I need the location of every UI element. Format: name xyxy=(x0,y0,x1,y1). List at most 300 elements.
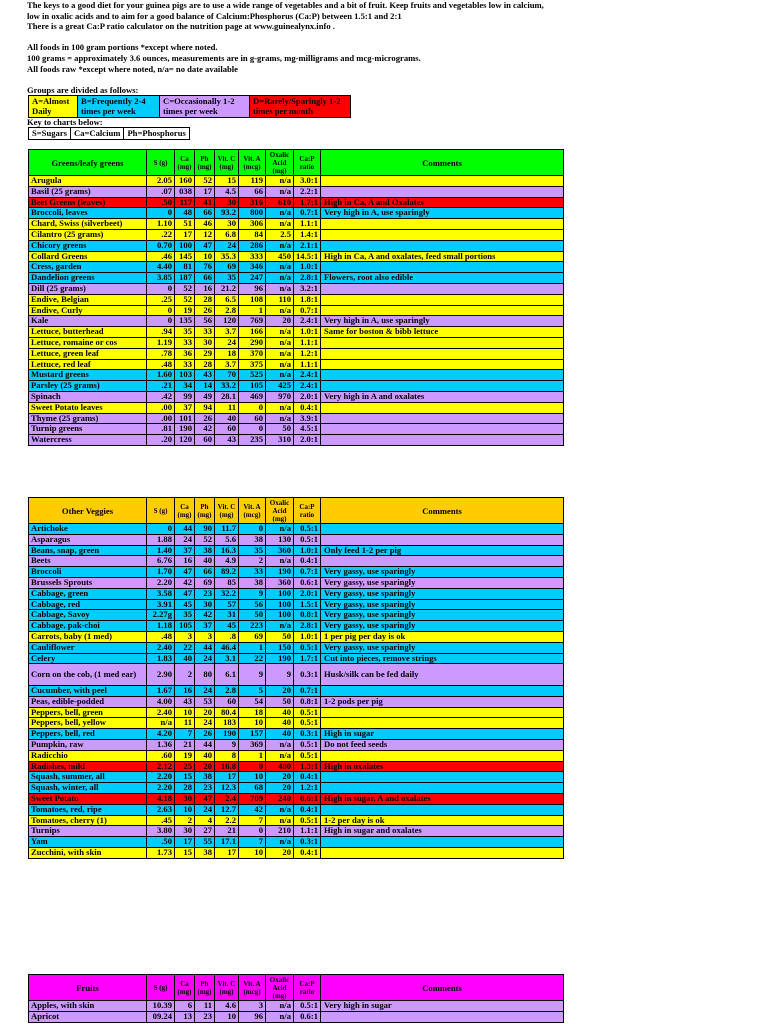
column-header: Ca:P ratio xyxy=(294,975,321,1001)
food-name: Yam xyxy=(29,837,147,848)
value-cell: 9 xyxy=(266,664,294,686)
value-cell: 306 xyxy=(239,219,266,230)
value-cell: 23 xyxy=(195,588,215,599)
food-name: Basil (25 grams) xyxy=(29,186,147,197)
value-cell: 0.8:1 xyxy=(294,696,321,707)
value-cell: 1.2:1 xyxy=(294,348,321,359)
table-row xyxy=(29,294,564,305)
value-cell: 47 xyxy=(195,793,215,804)
value-cell: 525 xyxy=(239,370,266,381)
table-row xyxy=(29,413,564,424)
value-cell: 52 xyxy=(195,534,215,545)
food-name: Radishes, mild xyxy=(29,761,147,772)
table-title: Other Veggies xyxy=(29,498,147,524)
value-cell: n/a xyxy=(266,273,294,284)
food-name: Cauliflower xyxy=(29,642,147,653)
table-row xyxy=(29,545,564,556)
value-cell: 223 xyxy=(239,621,266,632)
value-cell: 60 xyxy=(215,424,239,435)
greens-table xyxy=(28,149,564,446)
value-cell: 1 xyxy=(239,642,266,653)
value-cell: 17 xyxy=(175,837,195,848)
legend-item: B=Frequently 2-4 times per week xyxy=(78,96,160,117)
value-cell: 20 xyxy=(266,847,294,858)
value-cell: 1.1:1 xyxy=(294,337,321,348)
value-cell: 187 xyxy=(175,273,195,284)
comment-cell: Very gassy, use sparingly xyxy=(321,621,564,632)
value-cell: 2.4:1 xyxy=(294,370,321,381)
food-name: Carrots, baby (1 med) xyxy=(29,631,147,642)
comment-cell xyxy=(321,424,564,435)
value-cell: 4.5:1 xyxy=(294,424,321,435)
column-header: Vit. A (mcg) xyxy=(239,975,266,1001)
value-cell: 4.6 xyxy=(215,1001,239,1012)
value-cell: .21 xyxy=(147,381,175,392)
value-cell: 333 xyxy=(239,251,266,262)
table-row xyxy=(29,251,564,262)
value-cell: 18 xyxy=(215,348,239,359)
legend-item: C=Occasionally 1-2 times per week xyxy=(160,96,250,117)
value-cell: 0.4:1 xyxy=(294,847,321,858)
value-cell: 450 xyxy=(266,251,294,262)
value-cell: 19 xyxy=(175,305,195,316)
value-cell: 1.7:1 xyxy=(294,653,321,664)
value-cell: 101 xyxy=(175,413,195,424)
value-cell: 0 xyxy=(147,305,175,316)
value-cell: 0.5:1 xyxy=(294,642,321,653)
value-cell: n/a xyxy=(266,1001,294,1012)
food-name: Turnips xyxy=(29,826,147,837)
table-row xyxy=(29,837,564,848)
value-cell: 11.7 xyxy=(215,524,239,535)
value-cell: 480 xyxy=(266,761,294,772)
value-cell: 2.40 xyxy=(147,707,175,718)
food-name: Peppers, bell, yellow xyxy=(29,718,147,729)
value-cell: 33 xyxy=(239,567,266,578)
comment-cell xyxy=(321,186,564,197)
value-cell: 23 xyxy=(195,1011,215,1022)
table-row xyxy=(29,707,564,718)
value-cell: 45 xyxy=(175,599,195,610)
food-name: Cilantro (25 grams) xyxy=(29,229,147,240)
value-cell: 47 xyxy=(195,240,215,251)
food-name: Dandelion greens xyxy=(29,273,147,284)
value-cell: 190 xyxy=(175,424,195,435)
comment-cell xyxy=(321,413,564,424)
value-cell: 4 xyxy=(195,815,215,826)
value-cell: 0.7:1 xyxy=(294,685,321,696)
value-cell: 24 xyxy=(215,337,239,348)
value-cell: 20 xyxy=(266,772,294,783)
value-cell: 0 xyxy=(239,826,266,837)
intro-text xyxy=(27,0,767,95)
value-cell: 50 xyxy=(266,424,294,435)
value-cell: n/a xyxy=(266,402,294,413)
legend-item: A=Almost Daily xyxy=(29,96,78,117)
value-cell: 26 xyxy=(195,305,215,316)
food-name: Cabbage, Savoy xyxy=(29,610,147,621)
value-cell: 40 xyxy=(266,729,294,740)
table-row xyxy=(29,1011,564,1022)
table-row xyxy=(29,804,564,815)
value-cell: 0.4:1 xyxy=(294,804,321,815)
value-cell: 6.76 xyxy=(147,556,175,567)
value-cell: 38 xyxy=(239,577,266,588)
value-cell: 49 xyxy=(195,391,215,402)
table-row xyxy=(29,240,564,251)
value-cell: 43 xyxy=(175,696,195,707)
table-row xyxy=(29,739,564,750)
value-cell: 0 xyxy=(147,283,175,294)
value-cell: 30 xyxy=(195,599,215,610)
value-cell: 3 xyxy=(239,1001,266,1012)
food-name: Beet Greens (leaves) xyxy=(29,197,147,208)
value-cell: 60 xyxy=(239,413,266,424)
value-cell: 15 xyxy=(175,772,195,783)
value-cell: 15 xyxy=(215,176,239,187)
food-name: Endive, Curly xyxy=(29,305,147,316)
comment-cell xyxy=(321,534,564,545)
value-cell: 99 xyxy=(175,391,195,402)
key-item: S=Sugars xyxy=(29,128,71,139)
column-header: S (g) xyxy=(147,975,175,1001)
groups-label: Groups are divided as follows: xyxy=(27,84,139,95)
comment-cell: High in sugar and oxalates xyxy=(321,826,564,837)
value-cell: 0.5:1 xyxy=(294,739,321,750)
food-name: Mustard greens xyxy=(29,370,147,381)
value-cell: 6.8 xyxy=(215,229,239,240)
value-cell: 10 xyxy=(195,251,215,262)
value-cell: 0.6:1 xyxy=(294,1011,321,1022)
value-cell: 1.4:1 xyxy=(294,229,321,240)
key-label: Key to charts below: xyxy=(27,117,103,127)
value-cell: 360 xyxy=(266,577,294,588)
value-cell: 7 xyxy=(175,729,195,740)
food-name: Peppers, bell, green xyxy=(29,707,147,718)
table-row xyxy=(29,642,564,653)
legend-item: D=Rarely/Sparingly 1-2 times per month xyxy=(250,96,350,117)
comment-cell xyxy=(321,1011,564,1022)
value-cell: n/a xyxy=(266,348,294,359)
value-cell: 0.70 xyxy=(147,240,175,251)
value-cell: 4.40 xyxy=(147,262,175,273)
value-cell: 22 xyxy=(239,653,266,664)
value-cell: 31 xyxy=(215,610,239,621)
value-cell: 0.5:1 xyxy=(294,707,321,718)
value-cell: 33 xyxy=(175,337,195,348)
food-name: Thyme (25 grams) xyxy=(29,413,147,424)
value-cell: 360 xyxy=(266,545,294,556)
food-name: Watercress xyxy=(29,435,147,446)
table-row xyxy=(29,524,564,535)
value-cell: 346 xyxy=(239,262,266,273)
value-cell: 157 xyxy=(239,729,266,740)
value-cell: 2.0:1 xyxy=(294,588,321,599)
value-cell: 1.0:1 xyxy=(294,327,321,338)
food-name: Lettuce, green leaf xyxy=(29,348,147,359)
table-row xyxy=(29,219,564,230)
value-cell: 10 xyxy=(215,1011,239,1022)
comment-cell xyxy=(321,685,564,696)
value-cell: 2.63 xyxy=(147,804,175,815)
value-cell: .00 xyxy=(147,402,175,413)
table-row xyxy=(29,815,564,826)
value-cell: 5 xyxy=(239,685,266,696)
value-cell: 20 xyxy=(266,316,294,327)
intro-line: All foods raw *except where noted, n/a= no date available xyxy=(27,63,238,74)
value-cell: 0 xyxy=(239,761,266,772)
comment-cell xyxy=(321,359,564,370)
value-cell: 610 xyxy=(266,197,294,208)
value-cell: 47 xyxy=(175,567,195,578)
table-row xyxy=(29,186,564,197)
value-cell: 2.8 xyxy=(215,685,239,696)
value-cell: 100 xyxy=(266,610,294,621)
comment-cell xyxy=(321,402,564,413)
value-cell: 0.5:1 xyxy=(294,1001,321,1012)
value-cell: 105 xyxy=(239,381,266,392)
value-cell: .42 xyxy=(147,391,175,402)
food-name: Apples, with skin xyxy=(29,1001,147,1012)
value-cell: 90 xyxy=(195,524,215,535)
value-cell: 16.3 xyxy=(215,545,239,556)
value-cell: 35 xyxy=(239,545,266,556)
table-row xyxy=(29,391,564,402)
value-cell: 120 xyxy=(215,316,239,327)
column-header: Vit. A (mcg) xyxy=(239,498,266,524)
value-cell: 80.4 xyxy=(215,707,239,718)
value-cell: 3.7 xyxy=(215,359,239,370)
food-name: Corn on the cob, (1 med ear) xyxy=(29,664,147,686)
food-name: Brussels Sprouts xyxy=(29,577,147,588)
value-cell: 0.4:1 xyxy=(294,402,321,413)
value-cell: 20 xyxy=(195,707,215,718)
value-cell: 40 xyxy=(215,413,239,424)
value-cell: 20 xyxy=(266,783,294,794)
value-cell: 57 xyxy=(215,599,239,610)
value-cell: 12.7 xyxy=(215,804,239,815)
value-cell: 21.2 xyxy=(215,283,239,294)
value-cell: 14.5:1 xyxy=(294,251,321,262)
table-row xyxy=(29,750,564,761)
table-header-row xyxy=(29,975,564,1001)
value-cell: 28 xyxy=(195,294,215,305)
value-cell: 4.00 xyxy=(147,696,175,707)
value-cell: 96 xyxy=(239,1011,266,1022)
value-cell: 50 xyxy=(239,610,266,621)
value-cell: 17.1 xyxy=(215,837,239,848)
value-cell: 28 xyxy=(195,359,215,370)
value-cell: 2.1:1 xyxy=(294,240,321,251)
value-cell: 14 xyxy=(195,381,215,392)
value-cell: 80 xyxy=(195,664,215,686)
food-name: Beans, snap, green xyxy=(29,545,147,556)
value-cell: 51 xyxy=(175,219,195,230)
value-cell: 42 xyxy=(239,804,266,815)
value-cell: n/a xyxy=(266,750,294,761)
value-cell: 1.10 xyxy=(147,219,175,230)
value-cell: 36 xyxy=(175,348,195,359)
value-cell: 2.8:1 xyxy=(294,273,321,284)
veggies-table xyxy=(28,497,564,859)
value-cell: 2.8 xyxy=(215,305,239,316)
column-header: Oxalic Acid (mg) xyxy=(266,498,294,524)
value-cell: 100 xyxy=(266,599,294,610)
comment-cell: Cut into pieces, remove strings xyxy=(321,653,564,664)
value-cell: 18 xyxy=(239,707,266,718)
value-cell: 0.7:1 xyxy=(294,305,321,316)
value-cell: 1.0:1 xyxy=(294,631,321,642)
value-cell: 17 xyxy=(215,772,239,783)
value-cell: 119 xyxy=(239,176,266,187)
value-cell: 800 xyxy=(239,208,266,219)
value-cell: 0.5:1 xyxy=(294,718,321,729)
value-cell: 32.2 xyxy=(215,588,239,599)
table-row xyxy=(29,610,564,621)
value-cell: 24 xyxy=(195,804,215,815)
table-row xyxy=(29,1001,564,1012)
value-cell: 310 xyxy=(266,435,294,446)
value-cell: 369 xyxy=(239,739,266,750)
value-cell: 2.20 xyxy=(147,772,175,783)
value-cell: 2 xyxy=(175,815,195,826)
value-cell: 135 xyxy=(175,316,195,327)
value-cell: 1.73 xyxy=(147,847,175,858)
food-name: Lettuce, romaine or cos xyxy=(29,337,147,348)
value-cell: 69 xyxy=(215,262,239,273)
value-cell: .50 xyxy=(147,837,175,848)
value-cell: 0.6:1 xyxy=(294,793,321,804)
table-row xyxy=(29,761,564,772)
value-cell: 0.5:1 xyxy=(294,815,321,826)
value-cell: 0.5:1 xyxy=(294,750,321,761)
value-cell: 46 xyxy=(195,219,215,230)
comment-cell xyxy=(321,718,564,729)
food-name: Radicchio xyxy=(29,750,147,761)
value-cell: n/a xyxy=(266,1011,294,1022)
value-cell: 45 xyxy=(215,621,239,632)
table-row xyxy=(29,685,564,696)
value-cell: 38 xyxy=(195,847,215,858)
table-title: Greens/leafy greens xyxy=(29,150,147,176)
value-cell: .00 xyxy=(147,413,175,424)
value-cell: 11 xyxy=(215,402,239,413)
value-cell: 1.2:1 xyxy=(294,783,321,794)
value-cell: 41 xyxy=(195,197,215,208)
value-cell: 038 xyxy=(175,186,195,197)
table-row xyxy=(29,772,564,783)
value-cell: 120 xyxy=(175,435,195,446)
value-cell: 0.7:1 xyxy=(294,567,321,578)
value-cell: 60 xyxy=(195,435,215,446)
food-name: Dill (25 grams) xyxy=(29,283,147,294)
value-cell: 66 xyxy=(195,208,215,219)
value-cell: 30 xyxy=(195,337,215,348)
value-cell: 21 xyxy=(215,826,239,837)
comment-cell xyxy=(321,847,564,858)
value-cell: 44 xyxy=(195,739,215,750)
value-cell: 37 xyxy=(175,402,195,413)
food-name: Zucchini, with skin xyxy=(29,847,147,858)
value-cell: 66 xyxy=(195,273,215,284)
comment-cell xyxy=(321,305,564,316)
value-cell: 33 xyxy=(195,327,215,338)
value-cell: 1.40 xyxy=(147,545,175,556)
value-cell: 2.20 xyxy=(147,783,175,794)
food-name: Squash, winter, all xyxy=(29,783,147,794)
value-cell: 2.0:1 xyxy=(294,435,321,446)
table-row xyxy=(29,176,564,187)
food-name: Collard Greens xyxy=(29,251,147,262)
comment-cell xyxy=(321,337,564,348)
food-name: Endive, Belgian xyxy=(29,294,147,305)
value-cell: 35 xyxy=(215,273,239,284)
value-cell: 20 xyxy=(266,685,294,696)
value-cell: 68 xyxy=(239,783,266,794)
table-row xyxy=(29,621,564,632)
column-header: Oxalic Acid (mg) xyxy=(266,150,294,176)
key-item: Ph=Phosphorus xyxy=(127,128,186,138)
value-cell: n/a xyxy=(266,283,294,294)
value-cell: 21 xyxy=(175,739,195,750)
value-cell: 469 xyxy=(239,391,266,402)
value-cell: 3 xyxy=(175,631,195,642)
value-cell: 105 xyxy=(175,621,195,632)
value-cell: 100 xyxy=(266,588,294,599)
value-cell: 40 xyxy=(266,707,294,718)
comment-cell xyxy=(321,750,564,761)
food-name: Peas, edible-podded xyxy=(29,696,147,707)
column-header: Comments xyxy=(321,498,564,524)
value-cell: n/a xyxy=(266,359,294,370)
value-cell: 1.18 xyxy=(147,621,175,632)
value-cell: 22 xyxy=(175,642,195,653)
column-header: Ca (mg) xyxy=(175,498,195,524)
group-legend xyxy=(28,95,351,118)
table-row xyxy=(29,577,564,588)
value-cell: 108 xyxy=(239,294,266,305)
value-cell: 2.05 xyxy=(147,176,175,187)
comment-cell: Very gassy, use sparingly xyxy=(321,577,564,588)
value-cell: 37 xyxy=(175,545,195,556)
value-cell: 93.2 xyxy=(215,208,239,219)
value-cell: n/a xyxy=(266,556,294,567)
value-cell: 43 xyxy=(195,370,215,381)
value-cell: 2.0:1 xyxy=(294,391,321,402)
comment-cell: Very gassy, use sparingly xyxy=(321,567,564,578)
food-name: Cabbage, red xyxy=(29,599,147,610)
value-cell: 6 xyxy=(175,1001,195,1012)
column-header: S (g) xyxy=(147,498,175,524)
value-cell: 375 xyxy=(239,359,266,370)
column-header: Ph (mg) xyxy=(195,975,215,1001)
value-cell: 69 xyxy=(195,577,215,588)
value-cell: 15 xyxy=(175,847,195,858)
value-cell: 166 xyxy=(239,327,266,338)
value-cell: 16 xyxy=(195,283,215,294)
value-cell: 150 xyxy=(266,642,294,653)
value-cell: 76 xyxy=(195,262,215,273)
column-header: Ca:P ratio xyxy=(294,498,321,524)
value-cell: 9 xyxy=(215,739,239,750)
value-cell: 33 xyxy=(175,359,195,370)
value-cell: 11 xyxy=(175,718,195,729)
value-cell: 0 xyxy=(239,402,266,413)
value-cell: n/a xyxy=(266,524,294,535)
value-cell: 2 xyxy=(175,664,195,686)
food-name: Artichoke xyxy=(29,524,147,535)
food-name: Squash, summer, all xyxy=(29,772,147,783)
